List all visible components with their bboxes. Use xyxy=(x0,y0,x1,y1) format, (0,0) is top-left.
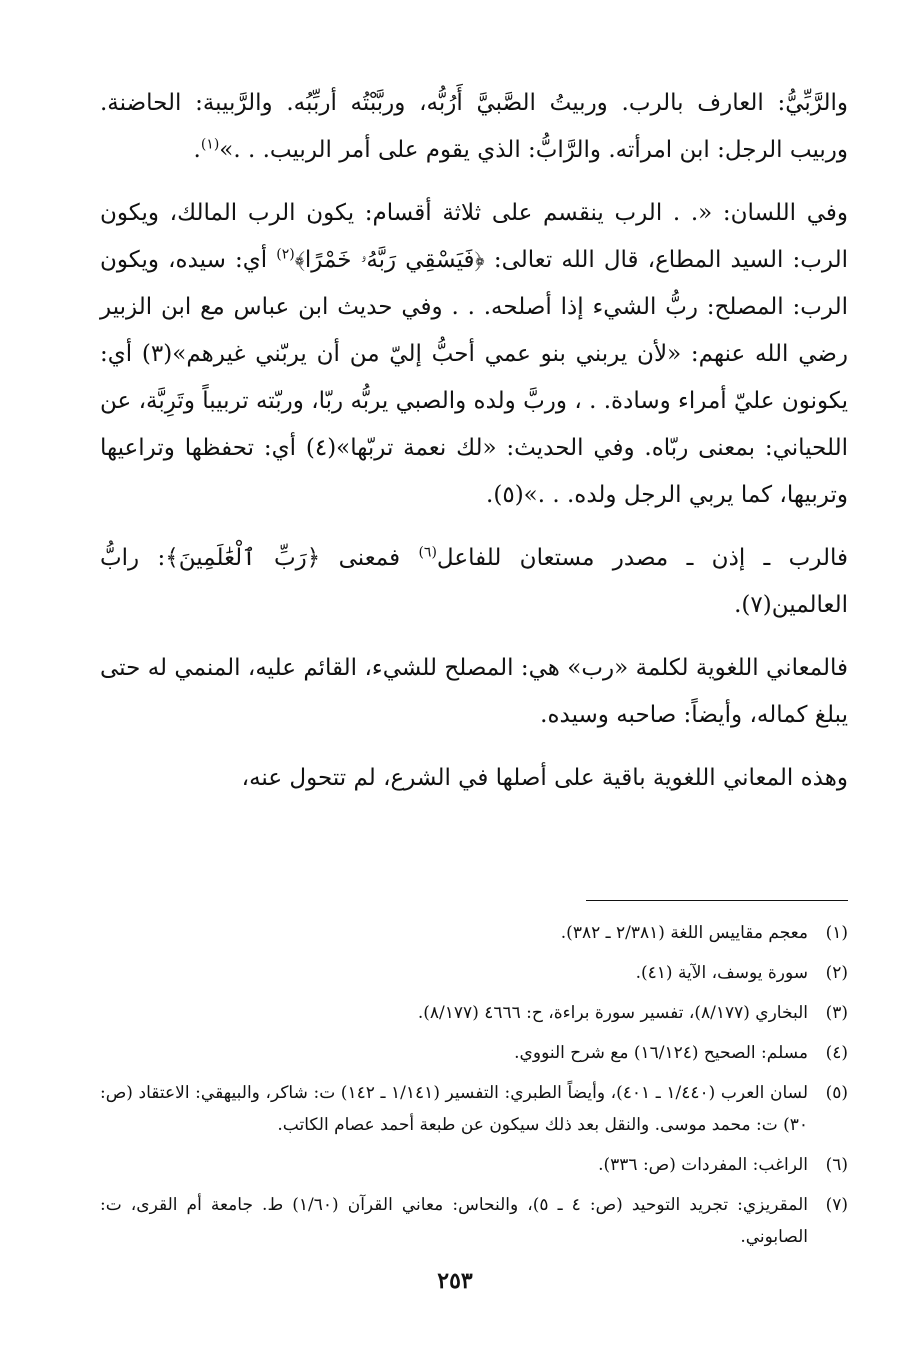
footnote-number: (٤) xyxy=(825,1043,848,1063)
footnote-text: لسان العرب (١/٤٤٠ ـ ٤٠١)، وأيضاً الطبري: التفسير (١/١٤١ ـ ١٤٢) ت: شاكر، والبيهقي: الاعتقاد (ص: ٣٠) ت: محمد موسى. والنقل بعد ذلك سيكون عن طبعة أحمد عصام الكاتب. xyxy=(100,1083,808,1135)
footnote-item xyxy=(100,1077,848,1141)
footnote-ref: (١) xyxy=(200,136,220,153)
paragraph-2 xyxy=(100,190,848,519)
footnote-number: (٣) xyxy=(825,1003,848,1023)
footnotes-section xyxy=(100,878,848,1261)
footnote-item xyxy=(100,1189,848,1253)
paragraph-text: فالمعاني اللغوية لكلمة «رب» هي: المصلح للشيء، القائم عليه، المنمي له حتى يبلغ كماله، وأيضاً: صاحبه وسيده. xyxy=(100,655,848,728)
footnote-ref: (٦) xyxy=(418,544,437,561)
footnote-item xyxy=(100,917,848,949)
footnote-text: البخاري (٨/١٧٧)، تفسير سورة براءة، ح: ٤٦٦٦ (٨/١٧٧). xyxy=(417,1003,808,1023)
footnote-number: (٧) xyxy=(825,1195,848,1215)
footnote-text: معجم مقاييس اللغة (٢/٣٨١ ـ ٣٨٢). xyxy=(560,923,808,943)
paragraph-end: فمعنى ﴿رَبِّ ٱلْعَٰلَمِينَ﴾: رابُّ العالمين(٧). xyxy=(100,545,848,618)
paragraph-4 xyxy=(100,645,848,739)
footnote-number: (٢) xyxy=(825,963,848,983)
footnote-number: (٦) xyxy=(825,1155,848,1175)
footnote-item xyxy=(100,1149,848,1181)
paragraph-3 xyxy=(100,535,848,629)
footnote-text: المقريزي: تجريد التوحيد (ص: ٤ ـ ٥)، والنحاس: معاني القرآن (١/٦٠) ط. جامعة أم القرى، ت: الصابوني. xyxy=(100,1195,808,1247)
paragraph-end: . xyxy=(193,137,201,163)
paragraph-text: وهذه المعاني اللغوية باقية على أصلها في الشرع، لم تتحول عنه، xyxy=(241,765,848,791)
footnote-item xyxy=(100,1037,848,1069)
footnote-ref: (٢) xyxy=(276,246,295,263)
paragraph-5 xyxy=(100,755,848,802)
page-number: ٢٥٣ xyxy=(437,1268,473,1294)
main-text xyxy=(100,80,848,818)
paragraph-end: أي: سيده، ويكون الرب: المصلح: ربُّ الشيء إذا أصلحه. . . وفي حديث ابن عباس مع ابن الزبير رضي الله عنهم: «لأن يربني بنو عمي أحبُّ إليّ من أن يربّني غيرهم»(٣) أي: يكونون عليّ أمراء وسادة. . ، وربَّ ولده والصبي يربُّه ربّا، وربّته تربيباً وتَرِبَّة، عن اللحياني: بمعنى ربّاه. وفي الحديث: «لك نعمة تربّها»(٤) أي: تحفظها وتراعيها وتربيها، كما يربي الرجل ولده. . .»(٥). xyxy=(100,247,848,508)
paragraph-text: وفي اللسان: «. . الرب ينقسم على ثلاثة أقسام: يكون الرب المالك، ويكون الرب: السيد المطاع، قال الله تعالى: ﴿فَيَسْقِي رَبَّهُۥ خَمْرًا﴾ xyxy=(100,200,848,273)
paragraph-text: فالرب ـ إذن ـ مصدر مستعان للفاعل xyxy=(436,545,848,571)
footnote-text: سورة يوسف، الآية (٤١). xyxy=(635,963,808,983)
footnote-number: (٥) xyxy=(825,1083,848,1103)
footnote-item xyxy=(100,997,848,1029)
footnote-divider xyxy=(586,900,848,901)
footnote-number: (١) xyxy=(825,923,848,943)
footnote-text: الراغب: المفردات (ص: ٣٣٦). xyxy=(598,1155,808,1175)
footnote-text: مسلم: الصحيح (١٦/١٢٤) مع شرح النووي. xyxy=(514,1043,808,1063)
paragraph-text: والرَّبِّيُّ: العارف بالرب. وربيتُ الصَّبيَّ أَرُبُّه، وربَّبْتُه أربِّبُه. والرَّبيبة: الحاضنة. وربيب الرجل: ابن امرأته. والرَّابُّ: الذي يقوم على أمر الربيب. . .» xyxy=(100,90,848,163)
footnote-item xyxy=(100,957,848,989)
paragraph-1 xyxy=(100,80,848,174)
